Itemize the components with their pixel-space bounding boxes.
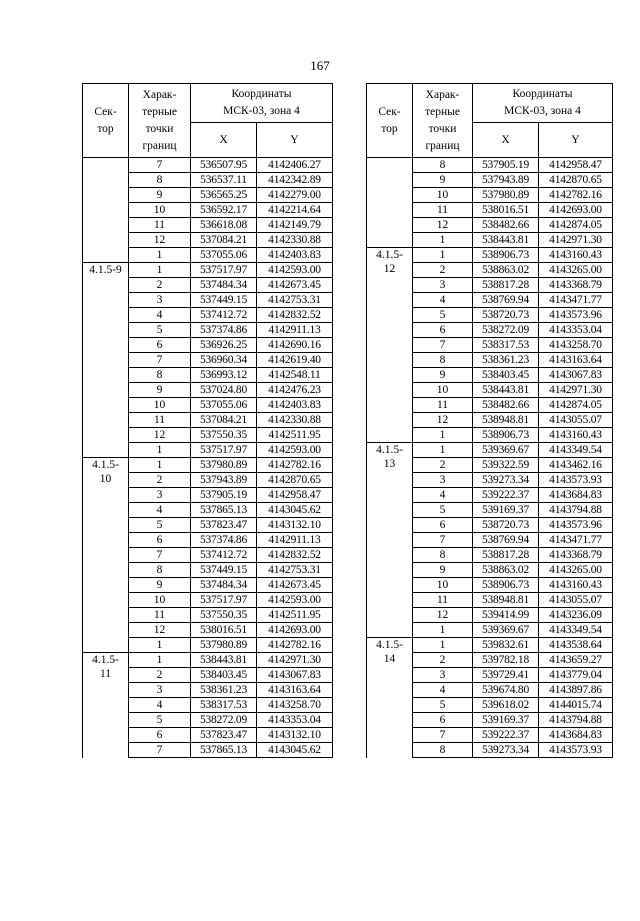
y-coordinate-cell: 4143353.04 [539,323,613,338]
y-coordinate-cell: 4143160.43 [539,578,613,593]
point-number-cell: 6 [129,338,191,353]
y-coordinate-cell: 4143573.93 [539,473,613,488]
point-number-cell: 5 [413,308,473,323]
point-number-cell: 12 [129,623,191,638]
table-row [367,158,613,173]
x-coordinate-cell: 539618.02 [473,698,539,713]
y-coordinate-cell: 4144015.74 [539,698,613,713]
y-coordinate-cell: 4143368.79 [539,548,613,563]
y-coordinate-cell: 4143045.62 [257,503,333,518]
y-coordinate-cell: 4143055.07 [539,593,613,608]
point-number-cell: 1 [413,638,473,653]
point-number-cell: 11 [129,608,191,623]
sector-header: Сек- тор [83,84,129,158]
point-number-cell: 6 [129,728,191,743]
point-number-cell: 12 [413,218,473,233]
y-coordinate-cell: 4143779.04 [539,668,613,683]
x-coordinate-cell: 537823.47 [191,728,257,743]
y-coordinate-cell: 4143897.86 [539,683,613,698]
x-coordinate-cell: 538906.73 [473,248,539,263]
sector-label: 4.1.5- [376,444,403,456]
point-number-cell: 8 [129,368,191,383]
coordinates-table-right [366,83,613,758]
x-coordinate-cell: 537084.21 [191,233,257,248]
y-coordinate-cell: 4142911.13 [257,323,333,338]
point-number-cell: 2 [129,473,191,488]
y-coordinate-cell: 4142593.00 [257,443,333,458]
x-coordinate-cell: 539169.37 [473,713,539,728]
point-number-cell: 1 [129,443,191,458]
x-coordinate-cell: 538272.09 [191,713,257,728]
y-coordinate-cell: 4143265.00 [539,563,613,578]
x-coordinate-cell: 538863.02 [473,263,539,278]
y-coordinate-cell: 4142673.45 [257,278,333,293]
point-number-cell: 11 [413,203,473,218]
sector-label: 4.1.5- [92,654,119,666]
table-body-right [367,158,613,758]
point-number-cell: 2 [413,653,473,668]
x-coordinate-cell: 537084.21 [191,413,257,428]
y-coordinate-cell: 4142403.83 [257,398,333,413]
x-coordinate-cell: 538769.94 [473,293,539,308]
y-coordinate-cell: 4143132.10 [257,728,333,743]
x-coordinate-cell: 538817.28 [473,278,539,293]
sector-cell [367,443,413,638]
point-number-cell: 8 [413,743,473,758]
x-coordinate-cell: 537823.47 [191,518,257,533]
point-number-cell: 11 [413,398,473,413]
point-number-cell: 9 [129,188,191,203]
y-coordinate-cell: 4142870.65 [539,173,613,188]
x-coordinate-cell: 539222.37 [473,488,539,503]
y-coordinate-cell: 4143573.96 [539,308,613,323]
x-coordinate-cell: 538361.23 [191,683,257,698]
point-number-cell: 7 [129,353,191,368]
point-number-cell: 11 [129,218,191,233]
y-coordinate-cell: 4142511.95 [257,428,333,443]
point-number-cell: 7 [129,743,191,758]
y-coordinate-cell: 4143471.77 [539,533,613,548]
x-coordinate-cell: 537024.80 [191,383,257,398]
table-row [367,443,613,458]
table-body-left [83,158,333,758]
coordinates-header: Координаты МСК-03, зона 4 [473,84,613,123]
x-coordinate-cell: 538443.81 [473,383,539,398]
sector-header: Сек- тор [367,84,413,158]
x-coordinate-cell: 538272.09 [473,323,539,338]
point-number-cell: 12 [129,233,191,248]
sector-cell [367,638,413,758]
table-row [83,158,333,173]
point-number-cell: 1 [413,443,473,458]
x-coordinate-cell: 539222.37 [473,728,539,743]
y-coordinate-cell: 4143258.70 [539,338,613,353]
x-coordinate-cell: 539414.99 [473,608,539,623]
y-coordinate-cell: 4143573.96 [539,518,613,533]
table-row [83,653,333,668]
point-number-cell: 12 [413,413,473,428]
x-coordinate-cell: 538482.66 [473,398,539,413]
y-coordinate-cell: 4143160.43 [539,248,613,263]
x-coordinate-cell: 537550.35 [191,608,257,623]
y-coordinate-cell: 4143163.64 [257,683,333,698]
y-column-header: Y [539,123,613,158]
x-coordinate-cell: 538720.73 [473,518,539,533]
x-coordinate-cell: 539322.59 [473,458,539,473]
point-number-cell: 7 [413,728,473,743]
feature-points-header: Харак- терные точки границ [129,84,191,158]
point-number-cell: 4 [413,683,473,698]
table-row [83,263,333,278]
sector-label: 13 [383,458,396,470]
point-number-cell: 10 [413,578,473,593]
point-number-cell: 1 [413,623,473,638]
y-coordinate-cell: 4142330.88 [257,233,333,248]
y-coordinate-cell: 4142330.88 [257,413,333,428]
x-coordinate-cell: 539729.41 [473,668,539,683]
point-number-cell: 2 [129,668,191,683]
x-coordinate-cell: 537943.89 [191,473,257,488]
y-coordinate-cell: 4142782.16 [257,638,333,653]
x-coordinate-cell: 539369.67 [473,623,539,638]
x-coordinate-cell: 537517.97 [191,593,257,608]
sector-label: 10 [99,473,112,485]
x-coordinate-cell: 539273.34 [473,743,539,758]
y-coordinate-cell: 4142593.00 [257,263,333,278]
point-number-cell: 1 [413,428,473,443]
x-coordinate-cell: 539674.80 [473,683,539,698]
x-coordinate-cell: 537449.15 [191,293,257,308]
x-coordinate-cell: 537374.86 [191,323,257,338]
point-number-cell: 5 [129,323,191,338]
point-number-cell: 7 [413,338,473,353]
x-coordinate-cell: 538817.28 [473,548,539,563]
point-number-cell: 2 [129,278,191,293]
y-coordinate-cell: 4143236.09 [539,608,613,623]
point-number-cell: 1 [129,248,191,263]
y-coordinate-cell: 4143160.43 [539,428,613,443]
x-coordinate-cell: 537374.86 [191,533,257,548]
y-coordinate-cell: 4142548.11 [257,368,333,383]
sector-cell [367,158,413,248]
x-column-header: X [191,123,257,158]
point-number-cell: 8 [129,563,191,578]
y-coordinate-cell: 4143045.62 [257,743,333,758]
y-coordinate-cell: 4142403.83 [257,248,333,263]
x-coordinate-cell: 539782.18 [473,653,539,668]
point-number-cell: 1 [413,233,473,248]
y-coordinate-cell: 4143163.64 [539,353,613,368]
y-coordinate-cell: 4143471.77 [539,293,613,308]
coordinates-header: Координаты МСК-03, зона 4 [191,84,333,123]
x-coordinate-cell: 536507.95 [191,158,257,173]
y-coordinate-cell: 4142149.79 [257,218,333,233]
y-coordinate-cell: 4142593.00 [257,593,333,608]
y-coordinate-cell: 4142782.16 [257,458,333,473]
y-coordinate-cell: 4143067.83 [539,368,613,383]
x-coordinate-cell: 538863.02 [473,563,539,578]
x-coordinate-cell: 538016.51 [473,203,539,218]
y-coordinate-cell: 4143659.27 [539,653,613,668]
x-coordinate-cell: 537550.35 [191,428,257,443]
feature-points-header: Харак- терные точки границ [413,84,473,158]
point-number-cell: 8 [413,353,473,368]
sector-label: 12 [383,263,396,275]
x-coordinate-cell: 536618.08 [191,218,257,233]
x-coordinate-cell: 537517.97 [191,443,257,458]
point-number-cell: 3 [413,278,473,293]
y-coordinate-cell: 4142874.05 [539,218,613,233]
sector-label: 11 [99,668,112,680]
x-coordinate-cell: 538016.51 [191,623,257,638]
point-number-cell: 6 [413,323,473,338]
point-number-cell: 3 [129,293,191,308]
x-coordinate-cell: 538948.81 [473,593,539,608]
point-number-cell: 8 [413,548,473,563]
table-row [83,458,333,473]
x-coordinate-cell: 537980.89 [473,188,539,203]
point-number-cell: 4 [413,293,473,308]
y-coordinate-cell: 4142958.47 [539,158,613,173]
x-coordinate-cell: 538906.73 [473,578,539,593]
y-coordinate-cell: 4143349.54 [539,623,613,638]
table-row [367,248,613,263]
point-number-cell: 2 [413,458,473,473]
x-coordinate-cell: 536960.34 [191,353,257,368]
sector-cell [83,263,129,458]
sector-label: 4.1.5-9 [89,264,122,276]
sector-cell [83,158,129,263]
x-coordinate-cell: 537055.06 [191,398,257,413]
y-coordinate-cell: 4143462.16 [539,458,613,473]
y-coordinate-cell: 4142693.00 [257,623,333,638]
point-number-cell: 3 [413,668,473,683]
point-number-cell: 8 [129,173,191,188]
y-coordinate-cell: 4142971.30 [257,653,333,668]
y-coordinate-cell: 4143353.04 [257,713,333,728]
point-number-cell: 9 [413,368,473,383]
x-coordinate-cell: 538403.45 [473,368,539,383]
point-number-cell: 3 [129,683,191,698]
point-number-cell: 9 [413,173,473,188]
y-coordinate-cell: 4142406.27 [257,158,333,173]
x-coordinate-cell: 536993.12 [191,368,257,383]
point-number-cell: 4 [129,698,191,713]
page-number: 167 [310,58,330,73]
point-number-cell: 10 [413,188,473,203]
point-number-cell: 10 [129,593,191,608]
y-coordinate-cell: 4142673.45 [257,578,333,593]
y-coordinate-cell: 4143794.88 [539,503,613,518]
point-number-cell: 1 [413,248,473,263]
x-coordinate-cell: 537905.19 [473,158,539,173]
x-coordinate-cell: 538403.45 [191,668,257,683]
x-coordinate-cell: 537055.06 [191,248,257,263]
point-number-cell: 7 [413,533,473,548]
point-number-cell: 1 [129,638,191,653]
x-coordinate-cell: 537517.97 [191,263,257,278]
x-coordinate-cell: 536565.25 [191,188,257,203]
x-coordinate-cell: 538443.81 [191,653,257,668]
x-coordinate-cell: 539369.67 [473,443,539,458]
point-number-cell: 4 [413,488,473,503]
sector-label: 4.1.5- [376,249,403,261]
y-coordinate-cell: 4142342.89 [257,173,333,188]
y-coordinate-cell: 4143265.00 [539,263,613,278]
y-coordinate-cell: 4142832.52 [257,308,333,323]
point-number-cell: 5 [413,698,473,713]
x-coordinate-cell: 538482.66 [473,218,539,233]
sector-label: 4.1.5- [92,459,119,471]
y-coordinate-cell: 4142874.05 [539,398,613,413]
y-coordinate-cell: 4142214.64 [257,203,333,218]
sector-cell [367,248,413,443]
point-number-cell: 12 [129,428,191,443]
x-coordinate-cell: 537905.19 [191,488,257,503]
y-coordinate-cell: 4142279.00 [257,188,333,203]
y-coordinate-cell: 4142619.40 [257,353,333,368]
point-number-cell: 6 [129,533,191,548]
point-number-cell: 1 [129,458,191,473]
point-number-cell: 10 [413,383,473,398]
x-coordinate-cell: 538769.94 [473,533,539,548]
y-coordinate-cell: 4142753.31 [257,293,333,308]
point-number-cell: 9 [129,578,191,593]
point-number-cell: 6 [413,713,473,728]
point-number-cell: 9 [129,383,191,398]
y-column-header: Y [257,123,333,158]
point-number-cell: 10 [129,203,191,218]
point-number-cell: 8 [413,158,473,173]
y-coordinate-cell: 4142690.16 [257,338,333,353]
x-coordinate-cell: 536537.11 [191,173,257,188]
y-coordinate-cell: 4142958.47 [257,488,333,503]
x-coordinate-cell: 539273.34 [473,473,539,488]
y-coordinate-cell: 4142971.30 [539,383,613,398]
x-coordinate-cell: 537412.72 [191,548,257,563]
point-number-cell: 4 [129,308,191,323]
table-row [367,638,613,653]
x-coordinate-cell: 538948.81 [473,413,539,428]
point-number-cell: 5 [413,503,473,518]
x-coordinate-cell: 537980.89 [191,458,257,473]
sector-cell [83,458,129,653]
coordinates-table-left [82,83,333,758]
x-coordinate-cell: 537865.13 [191,503,257,518]
point-number-cell: 1 [129,653,191,668]
y-coordinate-cell: 4143573.93 [539,743,613,758]
y-coordinate-cell: 4143067.83 [257,668,333,683]
point-number-cell: 7 [129,158,191,173]
point-number-cell: 9 [413,563,473,578]
sector-label: 14 [383,653,396,665]
y-coordinate-cell: 4142693.00 [539,203,613,218]
y-coordinate-cell: 4142870.65 [257,473,333,488]
x-coordinate-cell: 538317.53 [191,698,257,713]
y-coordinate-cell: 4143538.64 [539,638,613,653]
y-coordinate-cell: 4142832.52 [257,548,333,563]
point-number-cell: 4 [129,503,191,518]
point-number-cell: 1 [129,263,191,278]
point-number-cell: 10 [129,398,191,413]
x-coordinate-cell: 537943.89 [473,173,539,188]
x-coordinate-cell: 537449.15 [191,563,257,578]
y-coordinate-cell: 4142476.23 [257,383,333,398]
x-coordinate-cell: 538317.53 [473,338,539,353]
sector-cell [83,653,129,758]
x-coordinate-cell: 536926.25 [191,338,257,353]
point-number-cell: 12 [413,608,473,623]
y-coordinate-cell: 4142971.30 [539,233,613,248]
point-number-cell: 3 [413,473,473,488]
x-coordinate-cell: 536592.17 [191,203,257,218]
x-coordinate-cell: 537484.34 [191,578,257,593]
y-coordinate-cell: 4143258.70 [257,698,333,713]
y-coordinate-cell: 4143684.83 [539,728,613,743]
point-number-cell: 5 [129,713,191,728]
x-coordinate-cell: 538443.81 [473,233,539,248]
y-coordinate-cell: 4143368.79 [539,278,613,293]
y-coordinate-cell: 4143349.54 [539,443,613,458]
y-coordinate-cell: 4143132.10 [257,518,333,533]
x-coordinate-cell: 537865.13 [191,743,257,758]
y-coordinate-cell: 4143684.83 [539,488,613,503]
point-number-cell: 11 [129,413,191,428]
y-coordinate-cell: 4142782.16 [539,188,613,203]
x-coordinate-cell: 537980.89 [191,638,257,653]
x-coordinate-cell: 538361.23 [473,353,539,368]
sector-label: 4.1.5- [376,639,403,651]
x-column-header: X [473,123,539,158]
y-coordinate-cell: 4142511.95 [257,608,333,623]
y-coordinate-cell: 4143055.07 [539,413,613,428]
x-coordinate-cell: 539169.37 [473,503,539,518]
point-number-cell: 3 [129,488,191,503]
point-number-cell: 6 [413,518,473,533]
point-number-cell: 2 [413,263,473,278]
x-coordinate-cell: 537484.34 [191,278,257,293]
point-number-cell: 7 [129,548,191,563]
x-coordinate-cell: 538720.73 [473,308,539,323]
x-coordinate-cell: 539832.61 [473,638,539,653]
point-number-cell: 5 [129,518,191,533]
point-number-cell: 11 [413,593,473,608]
x-coordinate-cell: 538906.73 [473,428,539,443]
y-coordinate-cell: 4142753.31 [257,563,333,578]
x-coordinate-cell: 537412.72 [191,308,257,323]
y-coordinate-cell: 4142911.13 [257,533,333,548]
y-coordinate-cell: 4143794.88 [539,713,613,728]
